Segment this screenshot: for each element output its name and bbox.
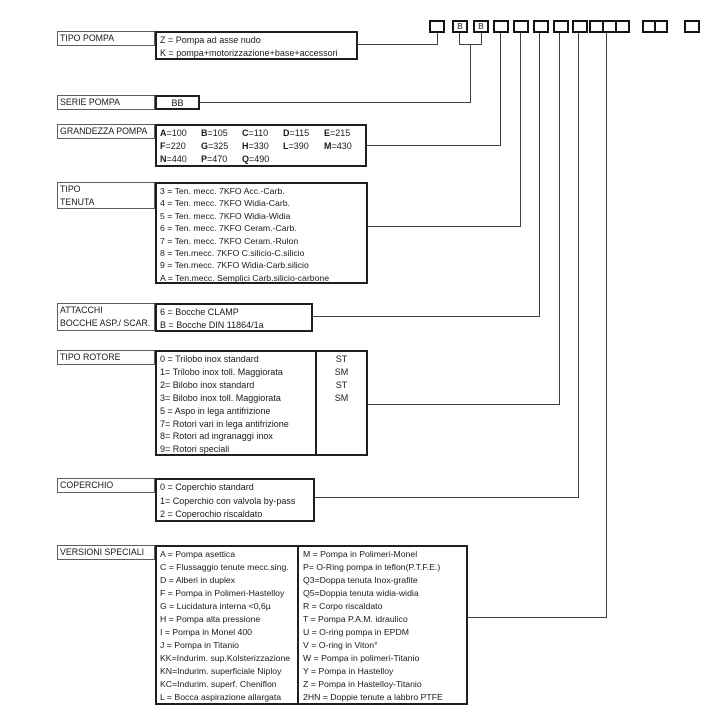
option-row: 8 = Ten.mecc. 7KFO C.silicio-C.silicio — [160, 248, 305, 259]
size-value: =325 — [208, 141, 229, 151]
size-key: F — [160, 141, 166, 151]
option-row: 3 = Ten. mecc. 7KFO Acc.-Carb. — [160, 186, 285, 196]
option-row: 4 = Ten. mecc. 7KFO Widia-Carb. — [160, 198, 290, 209]
size-value: =330 — [248, 141, 269, 151]
code-box — [493, 20, 509, 33]
tipo-tenuta-options — [155, 182, 368, 284]
option-row: 6 = Ten. mecc. 7KFO Ceram.-Carb. — [160, 223, 297, 234]
option-row: M = Pompa in Polimeri-Monel — [303, 549, 418, 559]
option-row: 9 = Ten.mecc. 7KFO Widia-Carb.silicio — [160, 260, 309, 271]
size-value: =215 — [330, 128, 351, 138]
attacchi-options — [155, 303, 313, 332]
size-value: =220 — [165, 141, 186, 151]
code-box: B — [452, 20, 468, 33]
option-row: T = Pompa P.A.M. idraulico — [303, 614, 408, 624]
size-key: M — [324, 141, 332, 151]
size-value: =110 — [248, 128, 269, 138]
connector-line — [358, 44, 438, 45]
size-cell — [242, 140, 283, 153]
tipo-pompa-label — [57, 31, 155, 46]
code-box — [684, 20, 700, 33]
option-row: V = O-ring in Viton° — [303, 640, 378, 650]
code-box — [615, 20, 630, 33]
size-cell — [201, 140, 242, 153]
size-key: A — [160, 128, 167, 138]
size-value: =115 — [289, 128, 310, 138]
option-row: L = Bocca aspirazione allargata — [160, 692, 282, 702]
right-column — [300, 547, 466, 703]
connector-line — [606, 33, 607, 617]
connector-line — [468, 617, 607, 618]
coperchio-label — [57, 478, 155, 493]
option-row: 2 = Coperochio riscaldato — [160, 509, 263, 519]
rotor-tag: SM — [334, 392, 349, 403]
option-row: 0 = Trilobo inox standard — [160, 354, 259, 364]
label-text: GRANDEZZA POMPA — [60, 126, 148, 136]
connector-line — [368, 226, 521, 227]
option-row: R = Corpo riscaldato — [303, 601, 383, 611]
tipo-rotore-label — [57, 350, 155, 365]
option-row: A = Ten.mecc. Semplici Carb.silicio-carbone — [160, 272, 330, 283]
size-value: =430 — [331, 141, 352, 151]
label-text: ATTACCHI — [60, 305, 103, 315]
size-cell — [283, 140, 324, 153]
connector-line — [367, 145, 501, 146]
size-cell — [324, 140, 365, 153]
column-divider — [297, 547, 299, 703]
rotor-tag: SM — [334, 366, 349, 377]
tipo-tenuta-label — [57, 182, 155, 209]
serie-pompa-value: BB — [155, 95, 200, 110]
option-row: 2= Bilobo inox standard — [160, 379, 255, 390]
size-cell — [201, 153, 242, 166]
option-row: 5 = Aspo in lega antifrizione — [160, 405, 271, 416]
size-key: L — [283, 141, 289, 151]
size-key: G — [201, 141, 209, 151]
connector-line — [200, 102, 470, 103]
size-cell — [160, 140, 201, 153]
connector-line — [470, 44, 471, 103]
size-row — [160, 127, 365, 140]
size-key: B — [201, 128, 208, 138]
option-row: 1= Coperchio con valvola by-pass — [160, 495, 296, 506]
option-row: 2HN = Doppie tenute a labbro PTFE — [303, 692, 443, 702]
tipo-rotore-options — [155, 350, 368, 456]
size-value: =100 — [166, 128, 187, 138]
code-box — [553, 20, 569, 33]
size-value: =490 — [249, 154, 270, 164]
size-cell — [201, 127, 242, 140]
serie-pompa-label — [57, 95, 155, 110]
size-value: =390 — [288, 141, 309, 151]
label-text: COPERCHIO — [60, 480, 114, 490]
option-row: Q5=Doppia tenuta widia-widia — [303, 588, 419, 598]
option-row: KN=Indurim. superficiale Niploy — [160, 666, 282, 676]
code-box — [654, 20, 668, 33]
connector-line — [313, 316, 540, 317]
label-text: SERIE POMPA — [60, 97, 120, 107]
option-row: J = Pompa in Titanio — [160, 640, 239, 650]
size-value: =470 — [207, 154, 228, 164]
option-row: H = Pompa alta pressione — [160, 614, 261, 624]
option-row: 1= Trilobo inox toll. Maggiorata — [160, 366, 283, 377]
option-row: Z = Pompa in Hastelloy-Titanio — [303, 679, 422, 689]
grandezza-pompa-label — [57, 124, 155, 139]
size-key: P — [201, 154, 208, 164]
size-value: =440 — [166, 154, 187, 164]
connector-line — [520, 33, 521, 226]
option-row: U = O-ring pompa in EPDM — [303, 627, 409, 637]
code-box — [429, 20, 445, 33]
option-row: A = Pompa asettica — [160, 549, 236, 559]
size-cell — [324, 127, 365, 140]
label-text: TENUTA — [60, 196, 95, 207]
connector-line — [437, 33, 438, 44]
option-row: Y = Pompa in Hastelloy — [303, 666, 394, 676]
connector-line — [539, 33, 540, 316]
size-cell — [242, 153, 283, 166]
option-row: Q3=Doppa tenuta Inox-grafite — [303, 575, 418, 585]
option-row: G = Lucidatura interna <0,6µ — [160, 601, 271, 611]
size-value: =105 — [207, 128, 228, 138]
option-row: C = Flussaggio tenute mecc.sing. — [160, 562, 289, 572]
option-row: 0 = Coperchio standard — [160, 482, 254, 492]
option-row: 3= Bilobo inox toll. Maggiorata — [160, 392, 281, 403]
coperchio-options — [155, 478, 315, 522]
option-row: KK=Indurim. sup.Kolsterizzazione — [160, 653, 291, 663]
label-text: TIPO ROTORE — [60, 352, 121, 362]
versioni-speciali-label — [57, 545, 155, 560]
size-key: C — [242, 128, 249, 138]
code-box — [533, 20, 549, 33]
code-box — [513, 20, 529, 33]
grandezza-pompa-options — [155, 124, 367, 167]
size-cell — [283, 127, 324, 140]
size-cell — [242, 127, 283, 140]
attacchi-label — [57, 303, 155, 331]
option-row: P= O-Ring pompa in teflon(P.T.F.E.) — [303, 562, 441, 572]
connector-line — [559, 33, 560, 404]
size-key: E — [324, 128, 331, 138]
code-box — [572, 20, 588, 33]
rotor-tag: ST — [335, 379, 348, 390]
connector-line — [315, 497, 579, 498]
connector-line — [368, 404, 560, 405]
option-row: KC=Indurim. superf. Cheniflon — [160, 679, 277, 689]
option-row: B = Bocche DIN 11864/1a — [160, 320, 264, 330]
size-row — [160, 140, 365, 153]
rotor-tag-column — [315, 352, 366, 454]
size-key: N — [160, 154, 167, 164]
size-key: D — [283, 128, 290, 138]
connector-line — [459, 33, 460, 44]
connector-line — [500, 33, 501, 145]
size-cell — [160, 153, 201, 166]
option-row: 9= Rotori speciali — [160, 444, 230, 455]
option-row: F = Pompa in Polimeri-Hastelloy — [160, 588, 285, 598]
option-row: 6 = Bocche CLAMP — [160, 307, 239, 317]
option-row: Z = Pompa ad asse nudo — [160, 35, 261, 45]
size-key: H — [242, 141, 249, 151]
option-row: 7 = Ten. mecc. 7KFO Ceram.-Rulon — [160, 235, 299, 246]
rotor-tag: ST — [335, 354, 348, 364]
label-text: VERSIONI SPECIALI — [60, 547, 145, 557]
option-row: W = Pompa in polimeri-Titanio — [303, 653, 420, 663]
option-row: K = pompa+motorizzazione+base+accessori — [160, 48, 338, 58]
tipo-pompa-options — [155, 31, 358, 60]
option-row: D = Alberi in duplex — [160, 575, 236, 585]
size-key: Q — [242, 154, 250, 164]
size-row — [160, 153, 365, 166]
label-text: TIPO — [60, 183, 81, 194]
label-text: TIPO POMPA — [60, 33, 115, 43]
versioni-speciali-options — [155, 545, 468, 705]
connector-line — [578, 33, 579, 497]
option-row: 7= Rotori vari in lega antifrizione — [160, 418, 289, 429]
option-row: I = Pompa in Monel 400 — [160, 627, 252, 637]
size-cell — [160, 127, 201, 140]
code-box: B — [473, 20, 489, 33]
label-text: BOCCHE ASP./ SCAR. — [60, 318, 151, 328]
option-row: 5 = Ten. mecc. 7KFO Widia-Widia — [160, 210, 291, 221]
option-row: 8= Rotori ad ingranaggi inox — [160, 431, 273, 442]
